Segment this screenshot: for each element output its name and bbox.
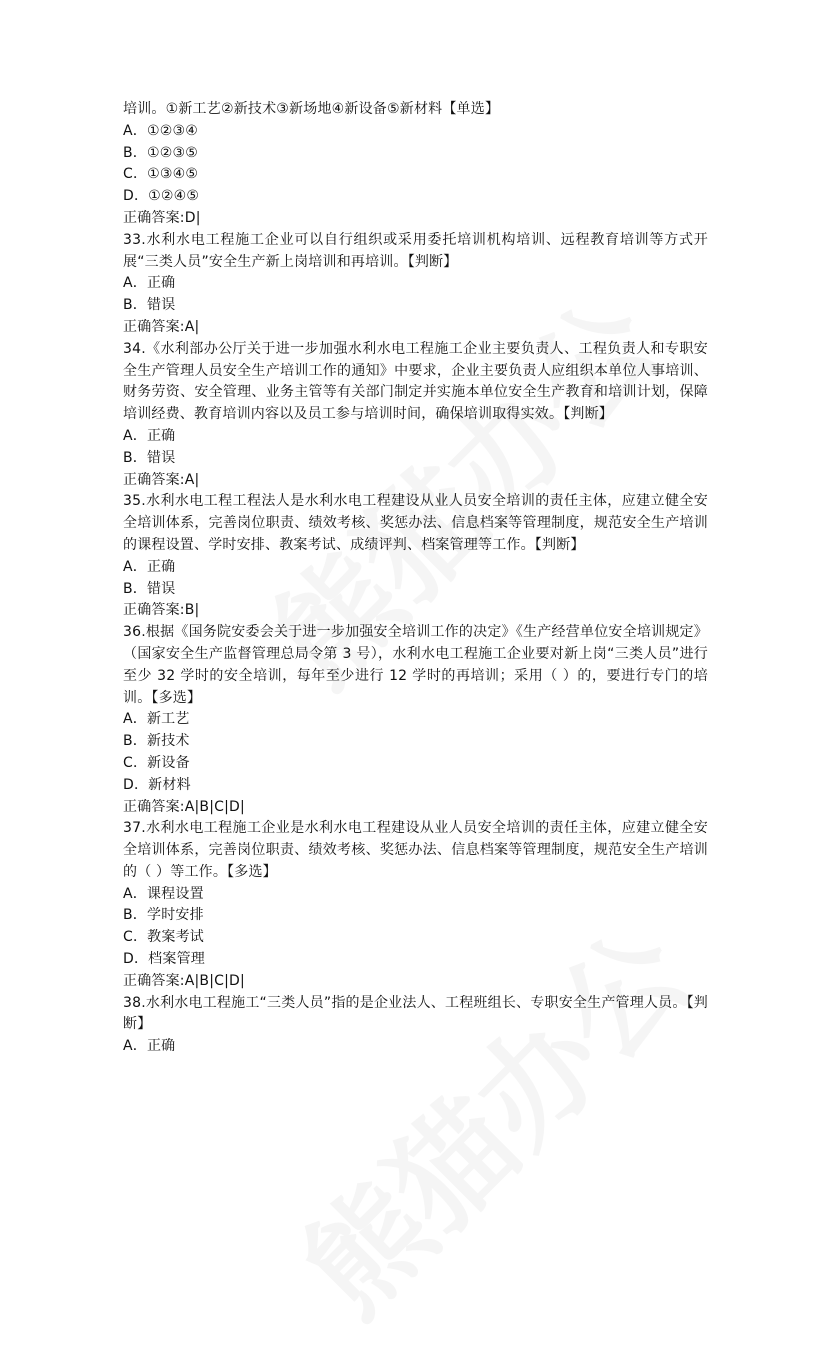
option-b: B．学时安排 (123, 907, 204, 924)
question-35 (123, 491, 708, 622)
question-text: 36.根据《国务院安委会关于进一步加强安全培训工作的决定》《生产经营单位安全培训规定》（国家安全生产监督管理总局令第 3 号），水利水电工程施工企业要对新上岗“三类人员”进行至少 32 学时的安全培训，每年至少进行 12 学时的再培训；采用（ ）的，要进行专门的培训。【多选】 (123, 624, 708, 706)
correct-answer: 正确答案:D| (123, 209, 201, 226)
option-b: B．错误 (123, 297, 176, 314)
option-b: B．新技术 (123, 733, 190, 750)
question-37 (123, 818, 708, 992)
option-d: D．新材料 (123, 776, 191, 793)
option-a: A．新工艺 (123, 711, 190, 728)
document-body (123, 99, 708, 1058)
question-38 (123, 993, 708, 1058)
question-text: 35.水利水电工程工程法人是水利水电工程建设从业人员安全培训的责任主体，应建立健全安全培训体系，完善岗位职责、绩效考核、奖惩办法、信息档案等管理制度，规范安全生产培训的课程设置、学时安排、教案考试、成绩评判、档案管理等工作。【判断】 (123, 493, 708, 553)
correct-answer: 正确答案:A| (123, 471, 200, 488)
correct-answer: 正确答案:B| (123, 602, 200, 619)
question-34 (123, 339, 708, 492)
question-text: 培训。①新工艺②新技术③新场地④新设备⑤新材料【单选】 (123, 101, 500, 117)
correct-answer: 正确答案:A|B|C|D| (123, 972, 245, 989)
option-b: B．错误 (123, 449, 176, 466)
option-b: B．错误 (123, 580, 176, 597)
question-text: 34.《水利部办公厅关于进一步加强水利水电工程施工企业主要负责人、工程负责人和专职安全生产管理人员安全生产培训工作的通知》中要求，企业主要负责人应组织本单位人事培训、财务劳资、安全管理、业务主管等有关部门制定并实施本单位安全生产教育和培训计划，保障培训经费、教育培训内容以及员工参与培训时间，确保培训取得实效。【判断】 (123, 340, 708, 423)
option-d: D．档案管理 (123, 951, 205, 968)
option-c: C．新设备 (123, 754, 190, 771)
question-32-tail (123, 99, 708, 230)
option-d: D．①②④⑤ (123, 188, 200, 205)
option-c: C．①③④⑤ (123, 166, 199, 183)
option-a: A．①②③④ (123, 122, 198, 139)
option-a: A．正确 (123, 558, 176, 575)
option-a: A．正确 (123, 275, 176, 292)
option-a: A．正确 (123, 427, 176, 444)
correct-answer: 正确答案:A|B|C|D| (123, 798, 245, 815)
question-text: 38.水利水电工程施工“三类人员”指的是企业法人、工程班组长、专职安全生产管理人员。【判断】 (123, 994, 708, 1033)
question-33 (123, 230, 708, 339)
option-a: A．课程设置 (123, 885, 204, 902)
question-text: 37.水利水电工程施工企业是水利水电工程建设从业人员安全培训的责任主体，应建立健全安全培训体系，完善岗位职责、绩效考核、奖惩办法、信息档案等管理制度，规范安全生产培训的（ ）等工作。【多选】 (123, 820, 708, 880)
question-36 (123, 622, 708, 818)
option-a: A．正确 (123, 1038, 176, 1055)
option-b: B．①②③⑤ (123, 144, 199, 161)
question-text: 33.水利水电工程施工企业可以自行组织或采用委托培训机构培训、远程教育培训等方式开展“三类人员”安全生产新上岗培训和再培训。【判断】 (123, 231, 708, 270)
correct-answer: 正确答案:A| (123, 318, 200, 335)
option-c: C．教案考试 (123, 929, 204, 946)
